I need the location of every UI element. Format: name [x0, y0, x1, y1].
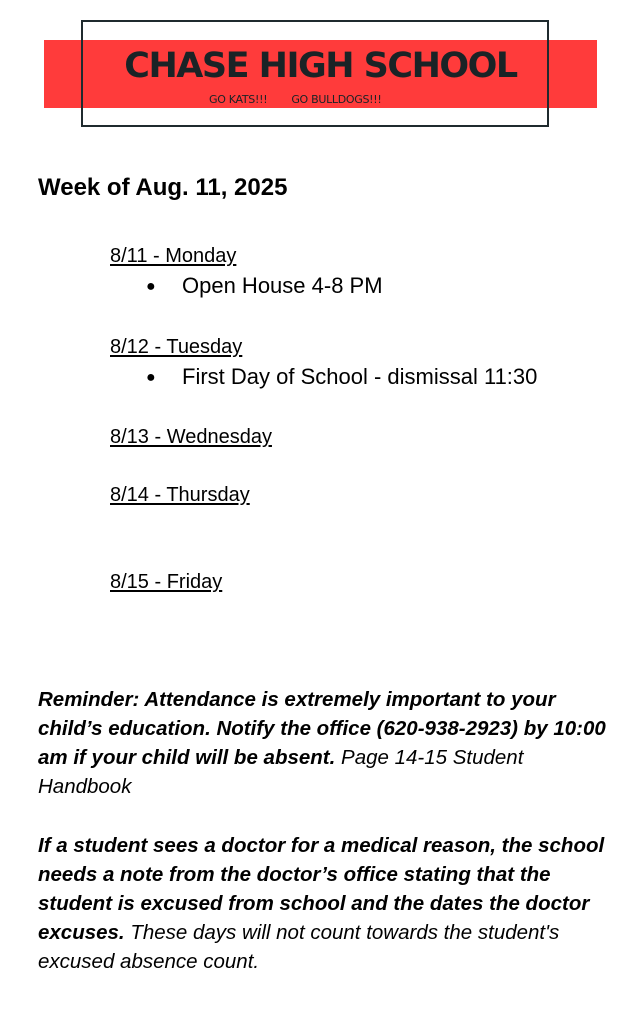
bullet-icon: ● — [146, 278, 156, 295]
day-friday: 8/15 - Friday — [110, 571, 223, 593]
reminder-handbook-ref: Page 14-15 Student Handbook — [38, 746, 524, 798]
school-slogans — [209, 93, 382, 106]
bullet-icon: ● — [146, 369, 156, 386]
event-first-day — [146, 363, 537, 392]
event-open-house — [146, 272, 383, 301]
event-text: First Day of School - dismissal 11:30 — [182, 364, 538, 389]
day-thursday: 8/14 - Thursday — [110, 484, 250, 506]
week-title: Week of Aug. 11, 2025 — [38, 174, 288, 201]
doctor-note-italic-text: These days will not count towards the student's excused absence count. — [38, 921, 560, 973]
day-monday: 8/11 - Monday — [110, 245, 237, 267]
event-text: Open House 4-8 PM — [182, 273, 383, 298]
slogan-kats: GO KATS!!! — [209, 93, 268, 106]
day-wednesday: 8/13 - Wednesday — [110, 426, 272, 448]
day-tuesday: 8/12 - Tuesday — [110, 336, 243, 358]
slogan-bulldogs: GO BULLDOGS!!! — [291, 93, 382, 106]
attendance-reminder — [38, 685, 610, 801]
doctor-note-bold-text: If a student sees a doctor for a medical reason, the school needs a note from the doctor’s office stating that the student is excused from school and the dates the doctor excuses. — [38, 834, 605, 944]
doctor-note-policy — [38, 831, 610, 976]
school-name: CHASE HIGH SCHOOL — [124, 46, 517, 86]
reminder-bold-text: Reminder: Attendance is extremely important to your child’s education. Notify the office (620-938-2923) by 10:00 am if your child will be absent. — [38, 688, 606, 769]
